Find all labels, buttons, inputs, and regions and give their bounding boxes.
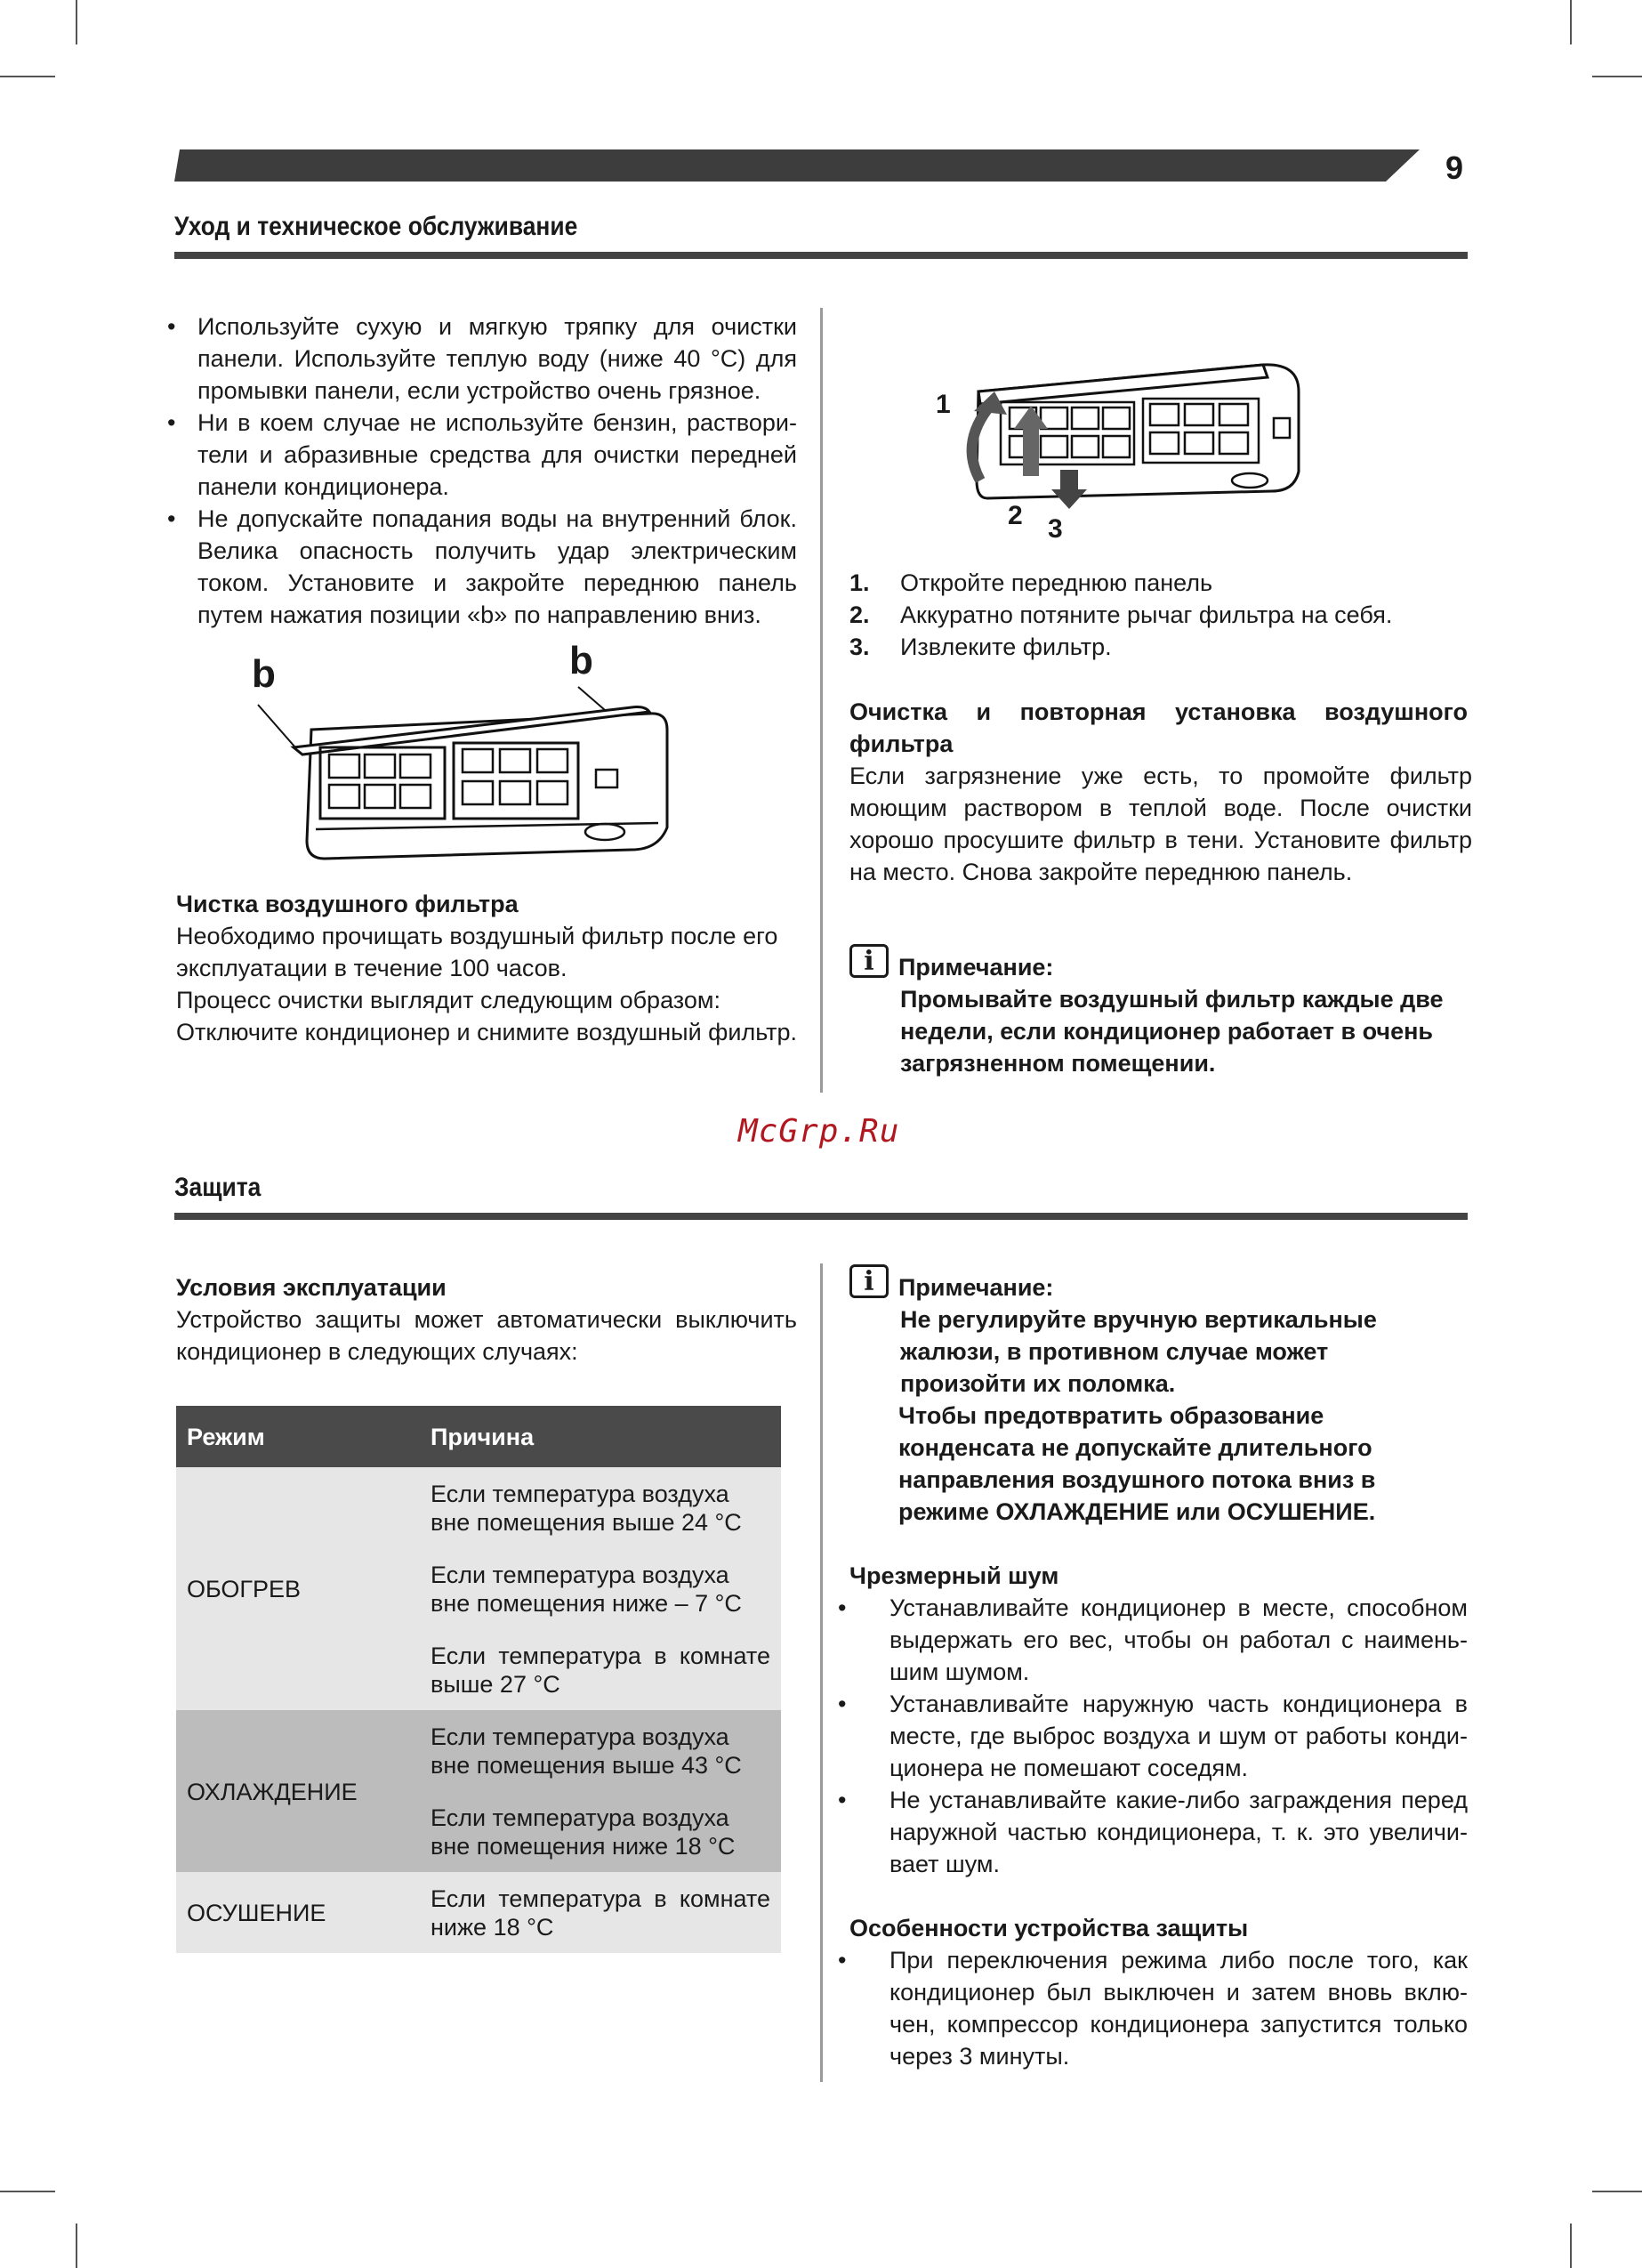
note-text: Не регулируйте вручную вертикальные жалюзи, в противном случае может произойти их поломка. — [900, 1306, 1377, 1397]
note-text: Промывайте воздушный фильтр каждые две недели, если кондиционер работает в очень загрязненном помещении. — [900, 986, 1444, 1077]
column-divider — [820, 1263, 823, 2082]
column-divider — [820, 308, 823, 1093]
table-cell-mode: ОСУШЕНИЕ — [176, 1872, 420, 1953]
noise-bullets — [834, 1592, 1468, 1880]
list-item: • Используйте сухую и мягкую тряпку для очистки панели. Используйте теплую воду (ниже 40 °С) для промывки панели, если устройство очень грязное. — [167, 313, 797, 404]
crop-mark — [0, 76, 55, 77]
table-cell-reason: Если температура в комнате выше 27 °С — [420, 1629, 781, 1710]
conditions-text: Устройство защиты может автоматически выключить кондиционер в следующих случаях: — [176, 1306, 797, 1365]
table-header: Режим — [176, 1406, 420, 1467]
conditions-title: Условия эксплуатации — [176, 1274, 447, 1301]
table-cell-mode: ОХЛАЖДЕНИЕ — [176, 1710, 420, 1872]
header-bar — [174, 149, 1420, 183]
note-text: Чтобы предотвратить образование конденсата не допускайте длительного направления воздушного потока вниз в режиме ОХЛАЖДЕНИЕ или ОСУШЕНИЕ. — [898, 1402, 1376, 1525]
info-icon: i — [849, 1264, 889, 1298]
list-item: 2. Аккуратно потяните рычаг фильтра на себя. — [849, 601, 1393, 628]
table-row — [176, 1710, 781, 1791]
section-rule — [174, 1213, 1468, 1220]
crop-mark — [1592, 76, 1642, 77]
table-cell-reason: Если температура воздуха вне помещения ниже 18 °С — [420, 1791, 781, 1872]
noise-title: Чрезмерный шум — [849, 1562, 1059, 1589]
figure-step-label: 1 — [936, 390, 951, 419]
features-title: Особенности устройства защиты — [849, 1915, 1249, 1941]
crop-mark — [76, 2224, 77, 2268]
section-title-care: Уход и техническое обслуживание — [174, 212, 578, 241]
crop-mark — [76, 0, 77, 44]
list-item: • Устанавливайте кондиционер в месте, способном выдержать его вес, чтобы он работал с наименьшим шумом. — [838, 1594, 1468, 1685]
list-item: • При переключения режима либо после того, как кондиционер был выключен и затем вновь включен, компрессор кондиционера запустится только через 3 минуты. — [838, 1947, 1468, 2070]
watermark: McGrp.Ru — [738, 1113, 900, 1150]
section-rule — [174, 252, 1468, 259]
list-item: • Устанавливайте наружную часть кондиционера в месте, где выброс воздуха и шум от работы кондиционера не помешают соседям. — [838, 1691, 1468, 1781]
list-item: • Не устанавливайте какие-либо заграждения перед наружной частью кондиционера, т. к. это увеличивает шум. — [838, 1787, 1468, 1877]
table-row — [176, 1872, 781, 1953]
paragraph: Необходимо прочищать воздушный фильтр после его эксплуатации в течение 100 часов. — [176, 923, 778, 981]
figure-label-b: b — [252, 652, 276, 696]
cleaning-title: Очистка и повторная установка воздушного фильтра — [849, 698, 1468, 757]
figure-label-b: b — [569, 639, 593, 682]
list-item: 3. Извлеките фильтр. — [849, 634, 1112, 660]
table-header: Причина — [420, 1406, 781, 1467]
table-row — [176, 1467, 781, 1548]
crop-mark — [0, 2191, 55, 2192]
list-item: 1. Откройте переднюю панель — [849, 569, 1213, 596]
crop-mark — [1570, 0, 1572, 44]
table-cell-reason: Если температура воздуха вне помещения выше 24 °С — [420, 1467, 781, 1548]
page-number: 9 — [1445, 149, 1464, 186]
table-cell-reason: Если температура воздуха вне помещения ниже – 7 °С — [420, 1548, 781, 1629]
filter-text — [176, 920, 808, 1048]
care-bullets — [164, 311, 797, 631]
list-item: • Ни в коем случае не используйте бензин, растворители и абразивные средства для очистки передней панели кондиционера. — [167, 409, 797, 500]
paragraph: Процесс очистки выглядит следующим образом: — [176, 987, 720, 1013]
cleaning-text: Если загрязнение уже есть, то промойте фильтр моющим раствором в теплой воде. После очистки хорошо просушите фильтр в тени. Установите фильтр на место. Снова закройте переднюю панель. — [849, 763, 1472, 885]
paragraph: Отключите кондиционер и снимите воздушный фильтр. — [176, 1019, 798, 1045]
table-cell-mode: ОБОГРЕВ — [176, 1467, 420, 1710]
figure-step-label: 2 — [1008, 501, 1023, 530]
steps-list — [849, 567, 1472, 663]
note-title: Примечание: — [898, 1274, 1054, 1301]
figure-step-label: 3 — [1048, 514, 1063, 544]
indoor-unit-figure — [240, 641, 685, 863]
table-cell-reason: Если температура в комнате ниже 18 °С — [420, 1872, 781, 1953]
filter-removal-figure — [925, 356, 1308, 534]
table-cell-reason: Если температура воздуха вне помещения выше 43 °С — [420, 1710, 781, 1791]
features-bullets — [834, 1944, 1468, 2072]
info-icon: i — [849, 944, 889, 978]
protection-table — [176, 1406, 781, 1953]
crop-mark — [1592, 2191, 1642, 2192]
list-item: • Не допускайте попадания воды на внутренний блок. Велика опасность получить удар электрическим током. Установите и закройте переднюю панель путем нажатия позиции «b» по направлению вниз. — [167, 505, 797, 628]
crop-mark — [1570, 2224, 1572, 2268]
note-title: Примечание: — [898, 954, 1054, 981]
filter-title: Чистка воздушного фильтра — [176, 891, 519, 917]
section-title-protection: Защита — [174, 1173, 262, 1202]
